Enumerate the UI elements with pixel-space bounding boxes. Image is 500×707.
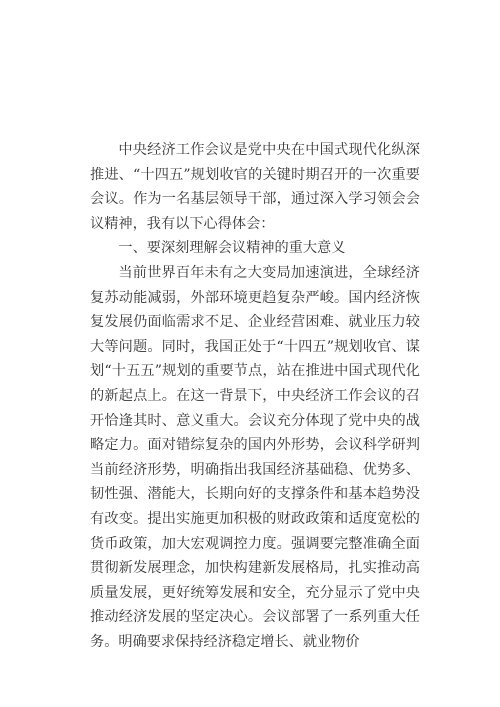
body-paragraph: 当前世界百年未有之大变局加速演进，全球经济复苏动能减弱，外部环境更趋复杂严峻。国内经济恢复发展仍面临需求不足、企业经营困难、就业压力较大等问题。同时，我国正处于“十四五”规划收官、谋划“十五五”规划的重要节点，站在推进中国式现代化的新起点上。在这一背景下，中央经济工作会议的召开恰逢其时、意义重大。会议充分体现了党中央的战略定力。面对错综复杂的国内外形势，会议科学研判当前经济形势，明确指出我国经济基础稳、优势多、韧性强、潜能大，长期向好的支撑条件和基本趋势没有改变。提出实施更加积极的财政政策和适度宽松的货币政策，加大宏观调控力度。强调要完整准确全面贯彻新发展理念，加快构建新发展格局，扎实推动高质量发展，更好统筹发展和安全，充分显示了党中央推动经济发展的坚定决心。会议部署了一系列重大任务。明确要求保持经济稳定增长、就业物价 bbox=[90, 264, 420, 650]
section-heading: 一、要深刻理解会议精神的重大意义 bbox=[118, 240, 346, 257]
document-body bbox=[90, 138, 420, 654]
intro-paragraph: 中央经济工作会议是党中央在中国式现代化纵深推进、“十四五”规划收官的关键时期召开的一次重要会议。作为一名基层领导干部，通过深入学习领会会议精神，我有以下心得体会： bbox=[90, 142, 420, 232]
